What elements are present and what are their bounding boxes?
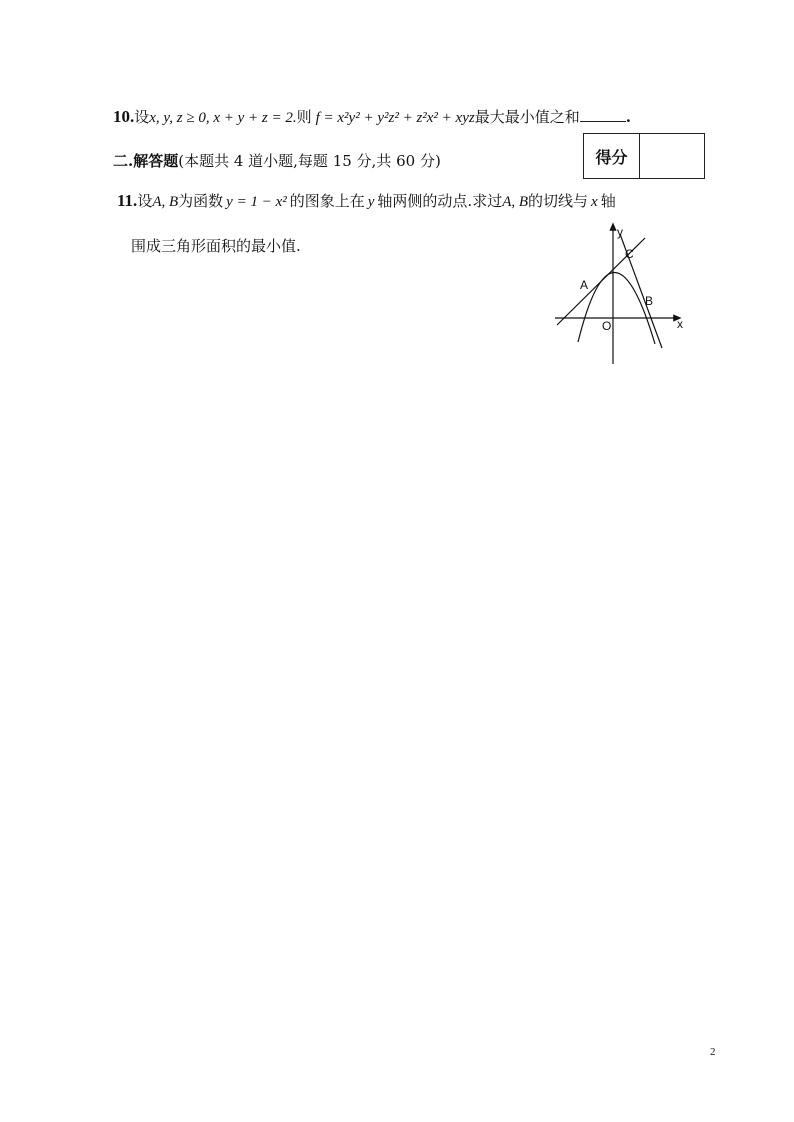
q11-text-6: 轴	[600, 192, 616, 210]
question-10-period: .	[625, 108, 631, 126]
parabola-figure	[550, 222, 690, 367]
score-label: 得分	[584, 134, 640, 178]
question-11-number: 11.	[117, 191, 138, 210]
label-b: B	[645, 294, 654, 308]
score-field[interactable]	[640, 134, 704, 178]
question-10-text-ze: 则	[296, 108, 312, 126]
question-10-function: f = x²y² + y²z² + z²x² + xyz	[315, 110, 475, 126]
q11-math-3: y	[367, 194, 375, 210]
page-number: 2	[710, 1046, 716, 1058]
question-11-line-2: 围成三角形面积的最小值.	[131, 237, 301, 255]
score-box	[583, 133, 705, 179]
label-y: y	[617, 225, 623, 239]
answer-blank[interactable]	[580, 107, 626, 122]
question-10-condition: x, y, z ≥ 0, x + y + z = 2.	[149, 110, 297, 126]
parabola-curve	[578, 272, 655, 344]
q11-text-3: 的图象上在	[289, 192, 365, 210]
question-10	[113, 106, 631, 127]
section-2-note: (本题共 4 道小题,每题 15 分,共 60 分)	[178, 152, 441, 170]
question-10-text-tail: 最大最小值之和	[474, 108, 580, 126]
label-a: A	[580, 278, 589, 292]
section-2-title: 二.解答题	[113, 152, 179, 170]
label-x: x	[677, 317, 683, 331]
section-2-header	[113, 150, 441, 171]
q11-text-1: 设	[137, 192, 153, 210]
label-c: C	[625, 247, 634, 261]
question-11-line-1	[117, 190, 616, 211]
question-10-text-she: 设	[134, 108, 150, 126]
q11-text-2: 为函数	[178, 192, 224, 210]
q11-text-4: 轴两侧的动点.求过	[377, 192, 503, 210]
q11-math-1: A, B	[152, 194, 179, 210]
q11-math-2: y = 1 − x²	[226, 194, 287, 210]
q11-text-5: 的切线与	[528, 192, 589, 210]
q11-math-5: x	[591, 194, 598, 210]
question-10-number: 10.	[113, 107, 135, 126]
q11-math-4: A, B	[502, 194, 529, 210]
label-o: O	[602, 319, 612, 333]
